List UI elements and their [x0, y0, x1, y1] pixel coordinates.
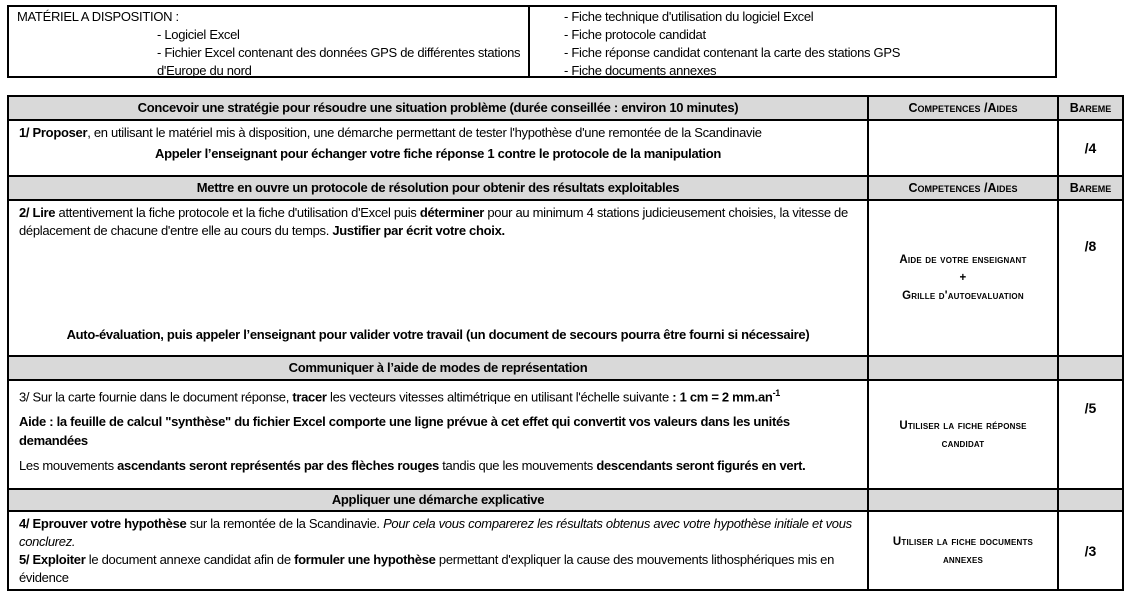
- task-4-cell: [8, 511, 868, 590]
- materiel-left-cell: [9, 7, 530, 76]
- section-3-row: [8, 380, 1123, 489]
- materiel-left-items: [17, 26, 522, 80]
- aides-2-plus: +: [959, 272, 967, 284]
- competences-header-2: Competences /Aides: [868, 176, 1058, 200]
- section-4-row: [8, 511, 1123, 590]
- materiel-box: [7, 5, 1057, 78]
- bareme-header-4: [1058, 489, 1123, 511]
- section-2-header-row: [8, 176, 1123, 200]
- materiel-item: - Fiche documents annexes: [564, 63, 717, 78]
- materiel-item: - Fiche protocole candidat: [564, 27, 706, 42]
- materiel-right-cell: [530, 7, 1055, 76]
- materiel-item: - Fiche technique d'utilisation du logiciel Excel: [564, 9, 814, 24]
- bareme-4-value: /3: [1058, 511, 1123, 590]
- materiel-item: - Fiche réponse candidat contenant la carte des stations GPS: [564, 45, 901, 60]
- task-3-text: 3/ Sur la carte fournie dans le document réponse, tracer les vecteurs vitesses altimétrique en utilisant l'échelle suivante : 1 cm = 2 $mm.an^{-1}$: [19, 388, 780, 405]
- materiel-item: - Logiciel Excel: [157, 27, 240, 42]
- materiel-item: - Fichier Excel contenant des données GPS de différentes stations d'Europe du nord: [157, 45, 521, 78]
- bareme-2-value: /8: [1058, 200, 1123, 356]
- bareme-header-3: [1058, 356, 1123, 380]
- task-2-text: 2/ Lire attentivement la fiche protocole et la fiche d'utilisation d'Excel puis déterminer pour au minimum 4 stations judicieusement choisies, la vitesse de déplacement de chacune d'entre elle au cours du temps. Justifier par écrit votre choix.: [19, 205, 848, 238]
- competences-header-3: [868, 356, 1058, 380]
- task-2-autoeval: Auto-évaluation, puis appeler l’enseignant pour valider votre travail (un document de secours pourra être fourni si nécessaire): [66, 327, 810, 342]
- section-4-header-row: [8, 489, 1123, 511]
- aides-4-line: Utiliser la fiche documents annexes: [892, 535, 1034, 566]
- section-1-row: [8, 120, 1123, 176]
- section-3-header-row: [8, 356, 1123, 380]
- grading-table: [7, 95, 1124, 591]
- task-2-cell: [8, 200, 868, 356]
- task-3-arrows: Les mouvements ascendants seront représentés par des flèches rouges tandis que les mouvements descendants seront figurés en vert.: [19, 458, 806, 474]
- competences-header-1: Competences /Aides: [868, 96, 1058, 120]
- aides-1-cell: [868, 120, 1058, 176]
- section-3-title: Communiquer à l’aide de modes de représentation: [8, 356, 868, 380]
- section-2-row: [8, 200, 1123, 356]
- aides-2-cell: [868, 200, 1058, 356]
- task-1-text: 1/ Proposer, en utilisant le matériel mis à disposition, une démarche permettant de tester l'hypothèse d'une remontée de la Scandinavie: [19, 125, 762, 140]
- aides-3-cell: [868, 380, 1058, 489]
- section-1-header-row: [8, 96, 1123, 120]
- section-1-title: Concevoir une stratégie pour résoudre une situation problème (durée conseillée : environ 10 minutes): [8, 96, 868, 120]
- task-1-cell: [8, 120, 868, 176]
- task-1-call-teacher: Appeler l’enseignant pour échanger votre fiche réponse 1 contre le protocole de la manipulation: [154, 146, 722, 161]
- task-4-text: 4/ Eprouver votre hypothèse sur la remontée de la Scandinavie. Pour cela vous comparerez les résultats obtenus avec votre hypothèse initiale et vous conclurez.: [19, 516, 852, 549]
- task-3-aide: Aide : la feuille de calcul "synthèse" du fichier Excel comporte une ligne prévue à cet effet qui convertit vos valeurs dans les unités demandées: [19, 414, 790, 449]
- task-3-cell: [8, 380, 868, 489]
- bareme-1-value: /4: [1058, 120, 1123, 176]
- aides-4-cell: [868, 511, 1058, 590]
- task-5-text: 5/ Exploiter le document annexe candidat afin de formuler une hypothèse permettant d'expliquer la cause des mouvements lithosphériques mis en évidence: [19, 552, 835, 585]
- bareme-3-value: /5: [1058, 380, 1123, 489]
- bareme-header-2: Bareme: [1058, 176, 1123, 200]
- competences-header-4: [868, 489, 1058, 511]
- materiel-title: MATÉRIEL A DISPOSITION :: [17, 9, 179, 24]
- bareme-header-1: Bareme: [1058, 96, 1123, 120]
- aides-3-line: Utiliser la fiche réponse candidat: [899, 419, 1027, 450]
- aides-2-line: Aide de votre enseignant: [899, 254, 1027, 266]
- section-2-title: Mettre en ouvre un protocole de résolution pour obtenir des résultats exploitables: [8, 176, 868, 200]
- section-4-title: Appliquer une démarche explicative: [8, 489, 868, 511]
- aides-2-line: Grille d'autoevaluation: [902, 290, 1024, 302]
